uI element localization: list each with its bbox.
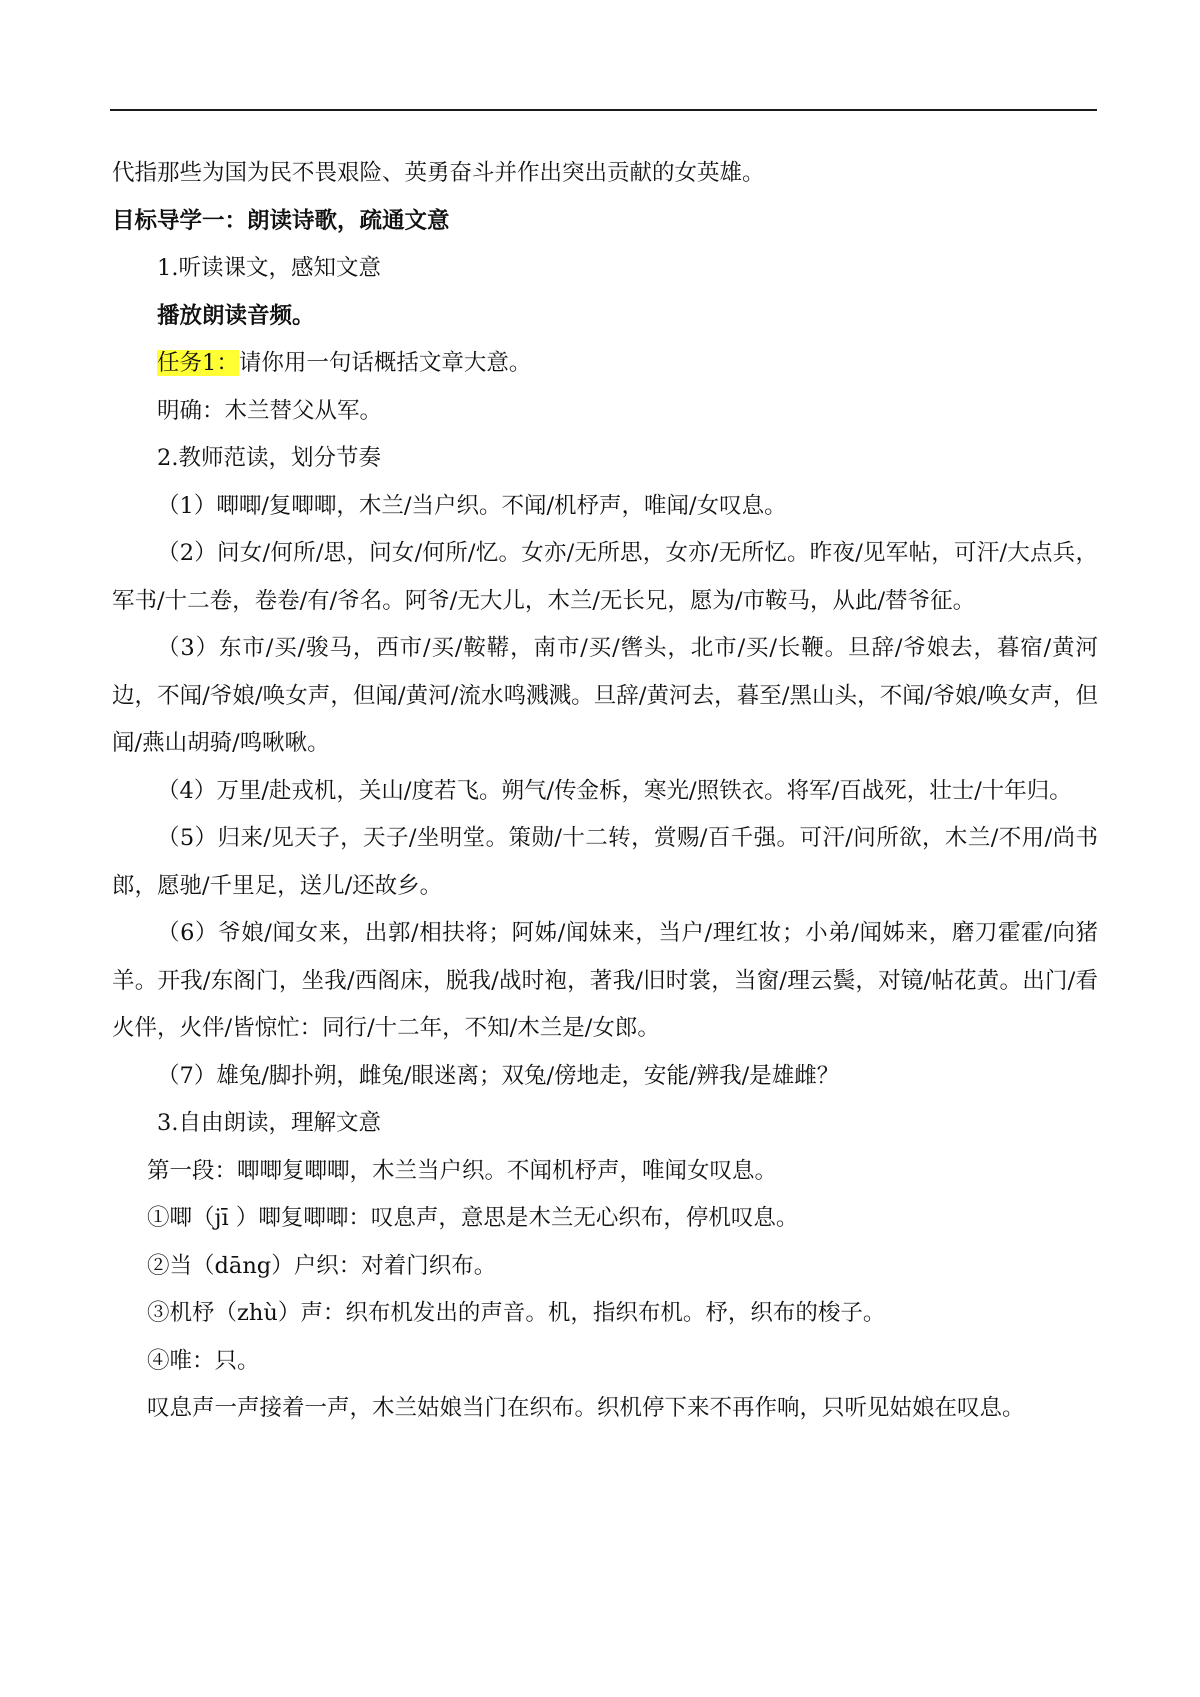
paragraph-one-text: 第一段：唧唧复唧唧，木兰当户织。不闻机杼声，唯闻女叹息。 (147, 1157, 778, 1184)
note-4: ④唯：只。 (147, 1347, 260, 1374)
rhythm-text-4: （4）万里/赴戎机，关山/度若飞。朔气/传金柝，寒光/照铁衣。将军/百战死，壮士/十年归。 (157, 777, 1072, 804)
translation-line: 叹息声一声接着一声，木兰姑娘当门在织布。织机停下来不再作响，只听见姑娘在叹息。 (147, 1395, 1025, 1421)
step3-title: 3.自由朗读，理解文意 (157, 1110, 381, 1136)
rhythm-paragraph-3 (112, 625, 1098, 768)
rhythm-paragraph-1 (112, 483, 1098, 531)
rhythm-paragraph-7 (112, 1053, 1098, 1101)
task1-line (112, 340, 1098, 388)
task1-text: 请你用一句话概括文章大意。 (238, 350, 532, 376)
rhythm-text-6: （6）爷娘/闻女来，出郭/相扶将；阿姊/闻妹来，当户/理红妆；小弟/闻姊来，磨刀霍霍/向猪羊。开我/东阁门，坐我/西阁床，脱我/战时袍，著我/旧时裳，当窗/理云鬓，对镜/帖花黄。出门/看火伴，火伴/皆惊忙：同行/十二年，不知/木兰是/女郎。 (112, 920, 1098, 1041)
section-heading: 目标导学一：朗读诗歌，疏通文意 (112, 207, 450, 234)
answer-line: 明确：木兰替父从军。 (157, 397, 383, 424)
header-rule (110, 109, 1097, 111)
document-body (112, 150, 1098, 1433)
rhythm-text-7: （7）雄兔/脚扑朔，雌兔/眼迷离；双兔/傍地走，安能/辨我/是雄雌？ (157, 1062, 840, 1089)
step2-title: 2.教师范读，划分节奏 (157, 445, 381, 471)
rhythm-paragraph-4 (112, 768, 1098, 816)
step1-title: 1.听读课文，感知文意 (157, 255, 381, 281)
rhythm-text-1: （1）唧唧/复唧唧，木兰/当户织。不闻/机杼声，唯闻/女叹息。 (157, 492, 787, 519)
intro-line: 代指那些为国为民不畏艰险、英勇奋斗并作出突出贡献的女英雄。 (112, 160, 765, 186)
rhythm-paragraph-2 (112, 530, 1098, 625)
note-2: ②当（dāng）户织：对着门织布。 (147, 1252, 497, 1279)
note-1: ①唧（jī ）唧复唧唧：叹息声，意思是木兰无心织布，停机叹息。 (147, 1205, 799, 1231)
rhythm-paragraph-6 (112, 910, 1098, 1053)
task1-label: 任务1： (157, 350, 239, 376)
rhythm-text-5: （5）归来/见天子，天子/坐明堂。策勋/十二转，赏赐/百千强。可汗/问所欲，木兰/不用/尚书郎，愿驰/千里足，送儿/还故乡。 (112, 825, 1098, 899)
rhythm-paragraph-5 (112, 815, 1098, 910)
note-3: ③机杼（zhù）声：织布机发出的声音。机，指织布机。杼，织布的梭子。 (147, 1300, 886, 1326)
rhythm-text-2: （2）问女/何所/思，问女/何所/忆。女亦/无所思，女亦/无所忆。昨夜/见军帖，可汗/大点兵，军书/十二卷，卷卷/有/爷名。阿爷/无大儿，木兰/无长兄，愿为/市鞍马，从此/替爷征。 (112, 540, 1098, 614)
rhythm-text-3: （3）东市/买/骏马，西市/买/鞍鞯，南市/买/辔头，北市/买/长鞭。旦辞/爷娘去，暮宿/黄河边，不闻/爷娘/唤女声，但闻/黄河/流水鸣溅溅。旦辞/黄河去，暮至/黑山头，不闻/爷娘/唤女声，但闻/燕山胡骑/鸣啾啾。 (112, 635, 1098, 756)
play-audio-instruction: 播放朗读音频。 (157, 302, 315, 329)
